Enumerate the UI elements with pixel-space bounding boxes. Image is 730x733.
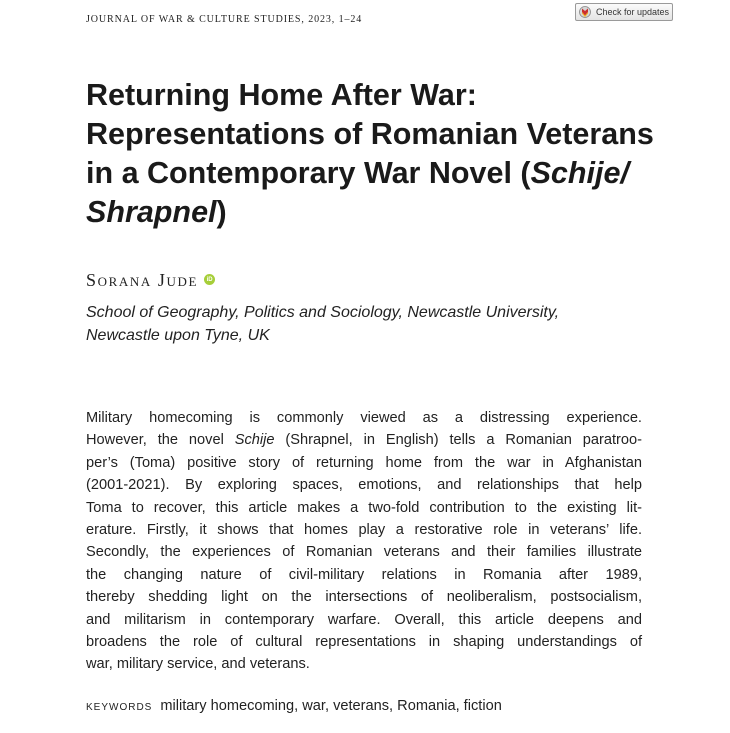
author-row: [86, 270, 215, 291]
abstract-line: per’s (Toma) positive story of returning home from the war in Afghanistan: [86, 454, 642, 471]
title-line: Representations of Romanian Veterans: [86, 117, 654, 151]
abstract-line: and militarism in contemporary warfare. Overall, this article deepens and: [86, 611, 642, 628]
title-line: in a Contemporary War Novel (Schije/: [86, 156, 629, 190]
affiliation-line: School of Geography, Politics and Sociology, Newcastle University,: [86, 304, 560, 321]
abstract-line: the changing nature of civil-military relations in Romania after 1989,: [86, 566, 642, 583]
check-for-updates-label: Check for updates: [596, 7, 670, 17]
abstract-line: Military homecoming is commonly viewed as a distressing experience.: [86, 410, 642, 426]
abstract-line: However, the novel Schije (Shrapnel, in English) tells a Romanian paratroo-: [86, 432, 642, 449]
abstract-line: (2001-2021). By exploring spaces, emotions, and relationships that help: [86, 477, 642, 494]
check-for-updates-button[interactable]: [575, 3, 673, 21]
abstract-line: war, military service, and veterans.: [86, 656, 310, 673]
abstract-line: Secondly, the experiences of Romanian veterans and their families illustrate: [86, 544, 642, 561]
abstract-line: erature. Firstly, it shows that homes play a restorative role in veterans’ life.: [86, 521, 642, 538]
keywords-label: KEYWORDS: [86, 702, 153, 713]
journal-citation-line: JOURNAL OF WAR & CULTURE STUDIES, 2023, 1–24: [86, 14, 363, 25]
affiliation-line: Newcastle upon Tyne, UK: [86, 327, 270, 344]
keywords: [86, 698, 502, 714]
keywords-list: military homecoming, war, veterans, Romania, fiction: [160, 698, 502, 714]
title-line: Returning Home After War:: [86, 78, 477, 112]
abstract-line: thereby shedding light on the intersections of neoliberalism, postsocialism,: [86, 589, 642, 606]
author-affiliation: [86, 301, 686, 347]
abstract-line: broadens the role of cultural representations in shaping understandings of: [86, 633, 642, 650]
orcid-icon[interactable]: iD: [204, 274, 215, 285]
crossmark-icon: [579, 6, 591, 18]
article-title: [86, 76, 686, 232]
abstract: [86, 407, 642, 676]
abstract-line: Toma to recover, this article makes a two-fold contribution to the existing lit-: [86, 499, 642, 516]
author-name: Sorana Jude: [86, 270, 199, 290]
title-line: Shrapnel): [86, 195, 227, 229]
